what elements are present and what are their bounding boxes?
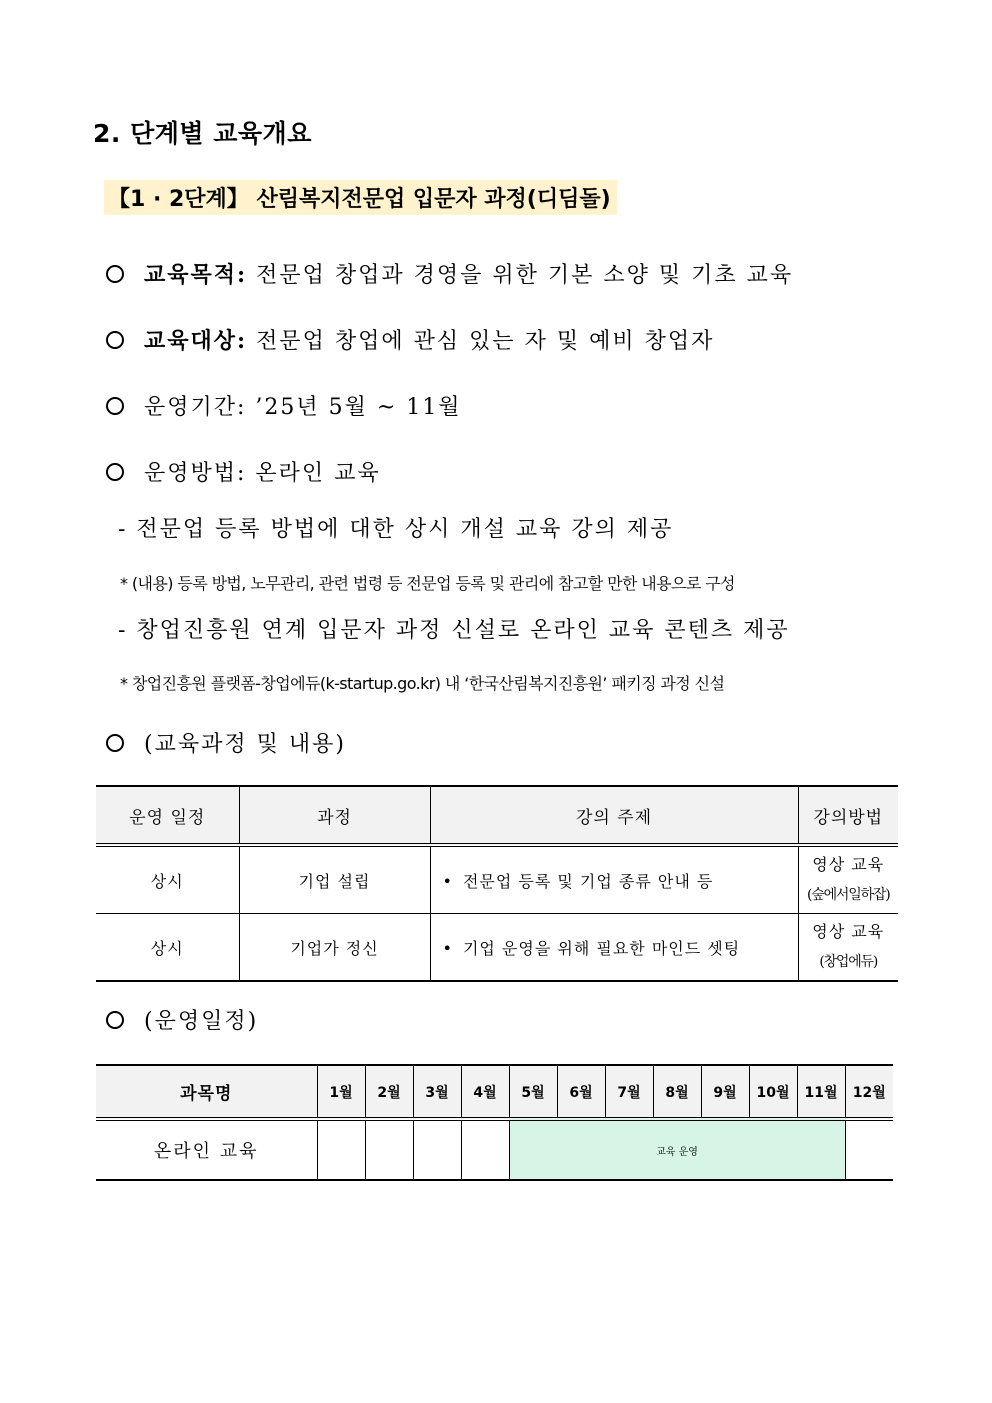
method-label: 운영방법: (144, 461, 247, 486)
target-label: 교육대상: (144, 328, 248, 354)
cell-month-empty (413, 1119, 461, 1180)
circle-bullet-icon (106, 265, 124, 283)
section-title: 2. 단계별 교육개요 (93, 119, 312, 148)
header-course: 과정 (239, 786, 430, 845)
table-row (96, 845, 898, 914)
circle-bullet-icon (106, 397, 124, 415)
cell-method (798, 914, 898, 982)
header-month: 6월 (557, 1065, 605, 1119)
course-heading (106, 727, 346, 758)
cell-month-empty (461, 1119, 509, 1180)
bullet-period (106, 390, 462, 421)
cell-active-period: 교육 운영 (509, 1119, 845, 1180)
table-row (96, 914, 898, 982)
cell-month-empty (365, 1119, 413, 1180)
cell-month-empty (845, 1119, 893, 1180)
cell-subject: 온라인 교육 (96, 1119, 317, 1180)
circle-bullet-icon (106, 463, 124, 481)
table-row (96, 1119, 893, 1180)
circle-bullet-icon (106, 734, 124, 752)
method-source: (창업에듀) (819, 954, 878, 970)
header-month: 8월 (653, 1065, 701, 1119)
course-subheading: 【1 · 2단계】 산림복지전문업 입문자 과정(디딤돌) (104, 180, 617, 215)
bullet-method (106, 456, 381, 487)
period-label: 운영기간: (144, 395, 247, 420)
header-month: 11월 (797, 1065, 845, 1119)
header-month: 1월 (317, 1065, 365, 1119)
cell-topic (430, 914, 798, 982)
header-subject: 과목명 (96, 1065, 317, 1119)
topic-text: 기업 운영을 위해 필요한 마인드 셋팅 (462, 938, 741, 958)
schedule-heading (106, 1004, 258, 1035)
purpose-text: 전문업 창업과 경영을 위한 기본 소양 및 기초 교육 (247, 263, 794, 288)
detail-note-2: * 창업진흥원 플랫폼-창업에듀(k-startup.go.kr) 내 ‘한국산림복지진흥원’ 패키징 과정 신설 (120, 674, 725, 693)
header-month: 12월 (845, 1065, 893, 1119)
topic-text: 전문업 등록 및 기업 종류 안내 등 (462, 871, 714, 891)
header-month: 2월 (365, 1065, 413, 1119)
course-heading-text: (교육과정 및 내용) (144, 732, 346, 757)
cell-course: 기업 설립 (239, 845, 430, 914)
header-month: 10월 (749, 1065, 797, 1119)
detail-dash-2: - 창업진흥원 연계 입문자 과정 신설로 온라인 교육 콘텐츠 제공 (118, 618, 790, 643)
header-month: 5월 (509, 1065, 557, 1119)
header-schedule: 운영 일정 (96, 786, 239, 845)
method-source: (숲에서일하잡) (807, 887, 890, 903)
bullet-dot-icon: • (442, 938, 453, 958)
cell-month-empty (317, 1119, 365, 1180)
header-month: 4월 (461, 1065, 509, 1119)
header-month: 7월 (605, 1065, 653, 1119)
schedule-heading-text: (운영일정) (144, 1009, 259, 1034)
cell-topic (430, 845, 798, 914)
detail-note-1: * (내용) 등록 방법, 노무관리, 관련 법령 등 전문업 등록 및 관리에 참고할 만한 내용으로 구성 (120, 574, 735, 593)
circle-bullet-icon (106, 331, 124, 349)
course-table-header (96, 786, 898, 845)
cell-schedule: 상시 (96, 845, 239, 914)
schedule-table-header (96, 1065, 893, 1119)
period-text: ’25년 5월 ~ 11월 (246, 395, 462, 420)
detail-dash-1: - 전문업 등록 방법에 대한 상시 개설 교육 강의 제공 (118, 517, 674, 542)
method-text: 온라인 교육 (246, 461, 381, 486)
schedule-table (96, 1064, 893, 1181)
bullet-target (106, 324, 714, 355)
course-table (96, 785, 898, 982)
bullet-purpose (106, 258, 793, 289)
header-method: 강의방법 (798, 786, 898, 845)
cell-method (798, 845, 898, 914)
method-text: 영상 교육 (812, 922, 885, 941)
header-month: 9월 (701, 1065, 749, 1119)
method-text: 영상 교육 (812, 855, 885, 874)
circle-bullet-icon (106, 1011, 124, 1029)
cell-course: 기업가 정신 (239, 914, 430, 982)
header-topic: 강의 주제 (430, 786, 798, 845)
target-text: 전문업 창업에 관심 있는 자 및 예비 창업자 (247, 329, 715, 354)
bullet-dot-icon: • (442, 871, 453, 891)
purpose-label: 교육목적: (144, 262, 248, 288)
header-month: 3월 (413, 1065, 461, 1119)
cell-schedule: 상시 (96, 914, 239, 982)
